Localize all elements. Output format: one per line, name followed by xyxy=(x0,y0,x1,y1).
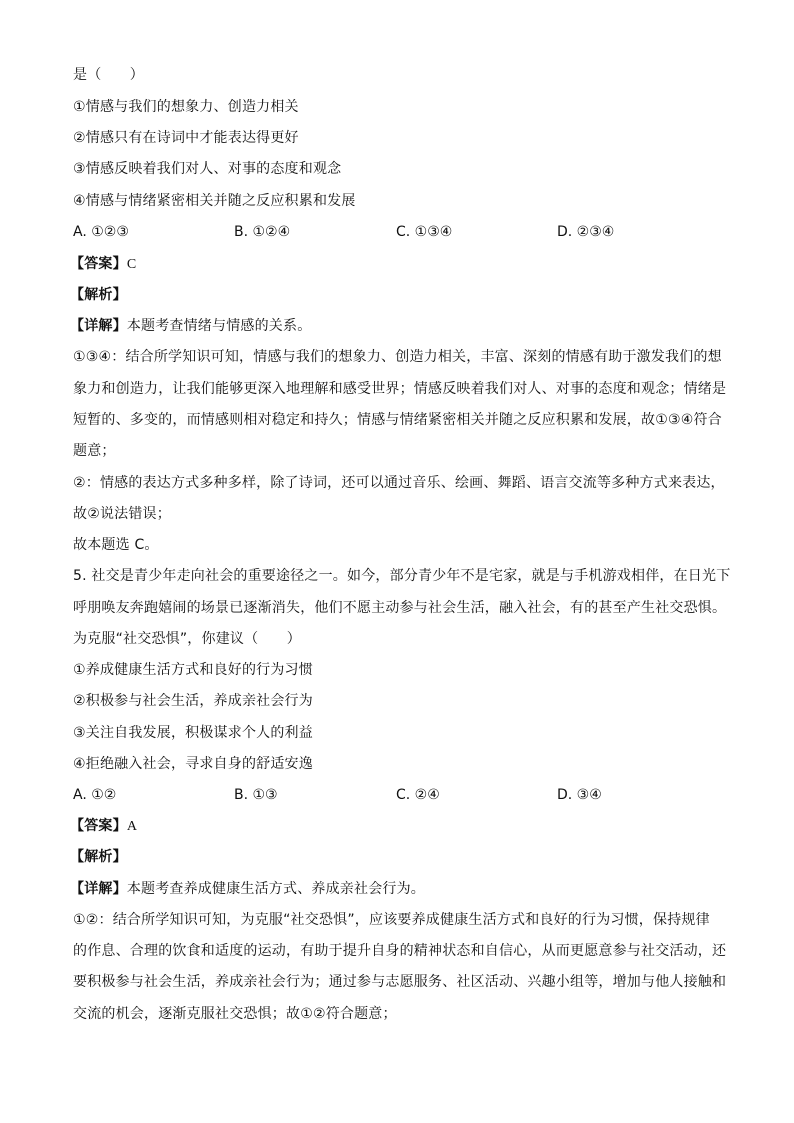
q5-detail-line: 交流的机会，逐渐克服社交恐惧；故①②符合题意； xyxy=(73,1006,397,1022)
q5-item-2: ②积极参与社会生活，养成亲社会行为 xyxy=(73,693,313,709)
q5-detail-line: ①②：结合所学知识可知，为克服“社交恐惧”，应该要养成健康生活方式和良好的行为习惯，保持规律 xyxy=(73,912,710,928)
q5-stem-line: 为克服“社交恐惧”，你建议（ ） xyxy=(73,631,301,647)
q4-answer xyxy=(70,255,720,274)
q4-stem-tail: 是（ ） xyxy=(73,67,144,83)
detail-text: 本题考查情绪与情感的关系。 xyxy=(126,318,312,334)
q4-option-c: C. ①③④ xyxy=(396,224,453,240)
q4-detail-line: 题意； xyxy=(73,443,116,459)
q5-detail-intro xyxy=(70,880,720,898)
q5-option-a: A. ①② xyxy=(73,787,117,803)
q5-stem-line: 5. 社交是青少年走向社会的重要途径之一。如今，部分青少年不是宅家，就是与手机游戏相伴，在日光下 xyxy=(73,568,731,584)
q4-detail-line: 短暂的、多变的，而情感则相对稳定和持久；情感与情绪紧密相关并随之反应积累和发展，故①③④符合 xyxy=(73,412,722,428)
q4-option-a: A. ①②③ xyxy=(73,224,129,240)
q4-item-1: ①情感与我们的想象力、创造力相关 xyxy=(73,99,299,115)
q4-option-b: B. ①②④ xyxy=(234,224,291,240)
q4-detail-line: ②：情感的表达方式多种多样，除了诗词，还可以通过音乐、绘画、舞蹈、语言交流等多种方式来表达， xyxy=(73,475,725,491)
q4-item-3: ③情感反映着我们对人、对事的态度和观念 xyxy=(73,161,342,177)
answer-tag: 【答案】 xyxy=(70,818,127,834)
q4-detail-intro xyxy=(70,317,720,335)
detail-text: 本题考查养成健康生活方式、养成亲社会行为。 xyxy=(126,881,426,897)
q5-option-b: B. ①③ xyxy=(234,787,278,803)
q4-item-2: ②情感只有在诗词中才能表达得更好 xyxy=(73,130,299,146)
q4-item-4: ④情感与情绪紧密相关并随之反应积累和发展 xyxy=(73,193,356,209)
q5-option-d: D. ③④ xyxy=(557,787,602,803)
q5-option-c: C. ②④ xyxy=(396,787,440,803)
q4-option-d: D. ②③④ xyxy=(557,224,615,240)
q5-item-1: ①养成健康生活方式和良好的行为习惯 xyxy=(73,662,313,678)
q4-detail-line: ①③④：结合所学知识可知，情感与我们的想象力、创造力相关，丰富、深刻的情感有助于激发我们的想 xyxy=(73,349,722,365)
q4-analysis-tag: 【解析】 xyxy=(70,287,127,303)
detail-tag: 【详解】 xyxy=(70,881,127,897)
q4-detail-line: 故②说法错误； xyxy=(73,506,171,522)
q5-item-4: ④拒绝融入社会，寻求自身的舒适安逸 xyxy=(73,756,313,772)
q5-detail-line: 的作息、合理的饮食和适度的运动，有助于提升自身的精神状态和自信心，从而更愿意参与社交活动，还 xyxy=(73,943,727,959)
q5-answer xyxy=(70,817,720,836)
answer-tag: 【答案】 xyxy=(70,256,127,272)
answer-value: A xyxy=(126,819,138,834)
q5-detail-line: 要积极参与社会生活，养成亲社会行为；通过参与志愿服务、社区活动、兴趣小组等，增加与他人接触和 xyxy=(73,974,727,990)
q5-stem-line: 呼朋唤友奔跑嬉闹的场景已逐渐消失，他们不愿主动参与社会生活，融入社会，有的甚至产生社交恐惧。 xyxy=(73,600,727,616)
detail-tag: 【详解】 xyxy=(70,318,127,334)
q4-detail-line: 故本题选 C。 xyxy=(73,537,159,553)
q5-analysis-tag: 【解析】 xyxy=(70,849,127,865)
answer-value: C xyxy=(126,257,137,272)
q4-detail-line: 象力和创造力，让我们能够更深入地理解和感受世界；情感反映着我们对人、对事的态度和观念；情绪是 xyxy=(73,381,727,397)
q5-item-3: ③关注自我发展，积极谋求个人的利益 xyxy=(73,725,313,741)
